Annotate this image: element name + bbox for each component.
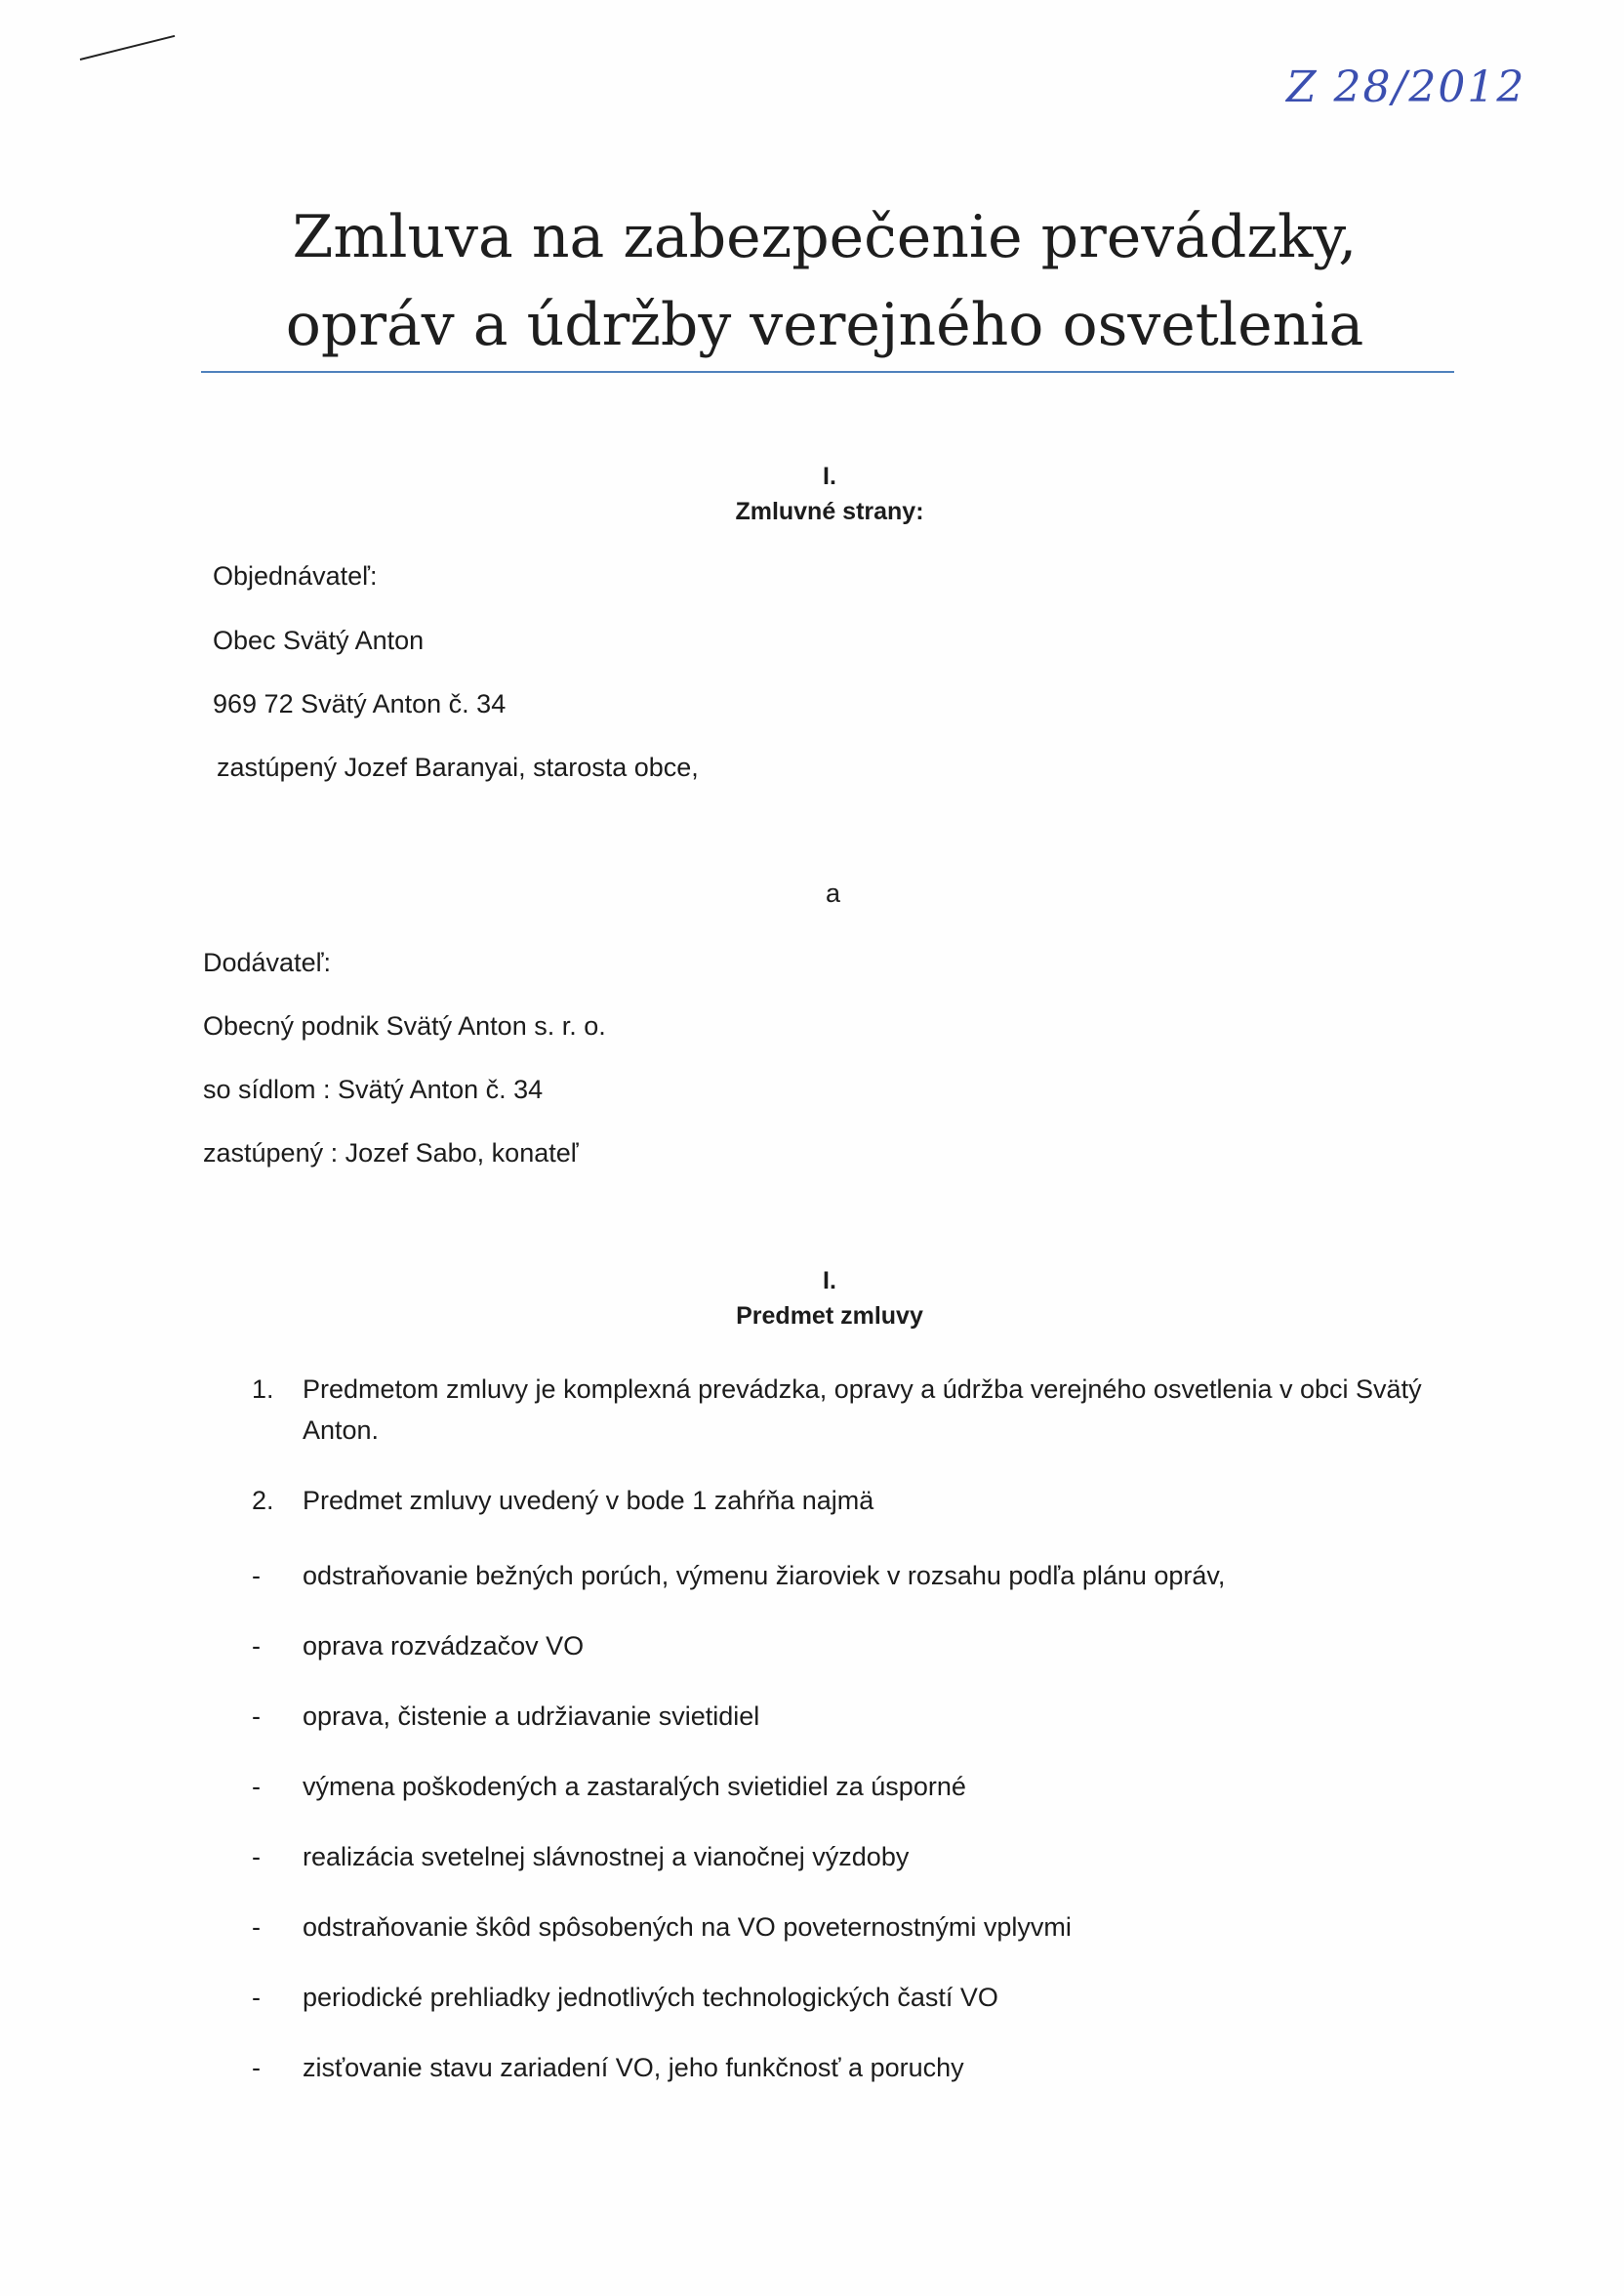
dodavatel-representative: zastúpený : Jozef Sabo, konateľ [203,1138,579,1168]
section-subject-heading [0,1263,1624,1333]
subject-bullet-item [252,1628,584,1663]
subject-item-1 [252,1369,1454,1451]
objednavatel-label: Objednávateľ: [213,561,378,591]
stray-pen-mark [80,35,176,61]
subject-bullet-item [252,1699,759,1734]
objednavatel-name: Obec Svätý Anton [213,626,425,655]
dodavatel-label: Dodávateľ: [203,948,331,977]
bullet-text: oprava, čistenie a udržiavanie svietidiel [303,1702,760,1731]
bullet-text: odstraňovanie bežných porúch, výmenu žiaroviek v rozsahu podľa plánu opráv, [303,1561,1226,1590]
title-line-1: Zmluva na zabezpečenie prevádzky, [292,203,1358,271]
subject-item-2-number: 2. [252,1486,274,1515]
bullet-dash: - [252,1983,261,2012]
section-parties-number: I. [823,463,836,490]
bullet-dash: - [252,2053,261,2082]
bullet-text: odstraňovanie škôd spôsobených na VO poveternostnými vplyvmi [303,1912,1072,1942]
bullet-text: zisťovanie stavu zariadení VO, jeho funkčnosť a poruchy [303,2053,964,2082]
handwritten-registry-note: Z 28/2012 [1286,62,1526,112]
subject-bullet-item [252,1980,998,2015]
objednavatel-representative: zastúpený Jozef Baranyai, starosta obce, [217,753,699,782]
dodavatel-seat: so sídlom : Svätý Anton č. 34 [203,1075,544,1104]
dodavatel-name: Obecný podnik Svätý Anton s. r. o. [203,1011,606,1041]
subject-item-1-text: Predmetom zmluvy je komplexná prevádzka, opravy a údržba verejného osvetlenia v obci Svätý Anton. [303,1374,1422,1445]
title-underline [201,371,1454,373]
subject-item-2-text: Predmet zmluvy uvedený v bode 1 zahŕňa najmä [303,1486,874,1515]
title-line-2: opráv a údržby verejného osvetlenia [285,291,1364,359]
bullet-text: výmena poškodených a zastaralých svietidiel za úsporné [303,1772,966,1801]
subject-bullet-item [252,1909,1072,1945]
bullet-dash: - [252,1842,261,1871]
bullet-dash: - [252,1912,261,1942]
bullet-text: oprava rozvádzačov VO [303,1631,585,1660]
bullet-dash: - [252,1772,261,1801]
subject-bullet-item [252,1769,966,1804]
subject-bullet-item [252,1839,909,1874]
subject-bullet-item [252,2050,964,2085]
section-subject-number: I. [823,1267,836,1294]
bullet-dash: - [252,1631,261,1660]
parties-connector: a [826,879,841,908]
subject-item-1-number: 1. [252,1374,274,1404]
bullet-dash: - [252,1561,261,1590]
section-parties-title: Zmluvné strany: [735,498,924,525]
bullet-text: periodické prehliadky jednotlivých technologických častí VO [303,1983,998,2012]
objednavatel-address: 969 72 Svätý Anton č. 34 [213,689,507,718]
bullet-text: realizácia svetelnej slávnostnej a vianočnej výzdoby [303,1842,910,1871]
subject-bullet-item [252,1558,1225,1593]
section-parties-heading [0,459,1624,529]
section-subject-title: Predmet zmluvy [736,1302,923,1330]
bullet-dash: - [252,1702,261,1731]
subject-item-2 [252,1480,1454,1521]
document-title [200,193,1449,369]
